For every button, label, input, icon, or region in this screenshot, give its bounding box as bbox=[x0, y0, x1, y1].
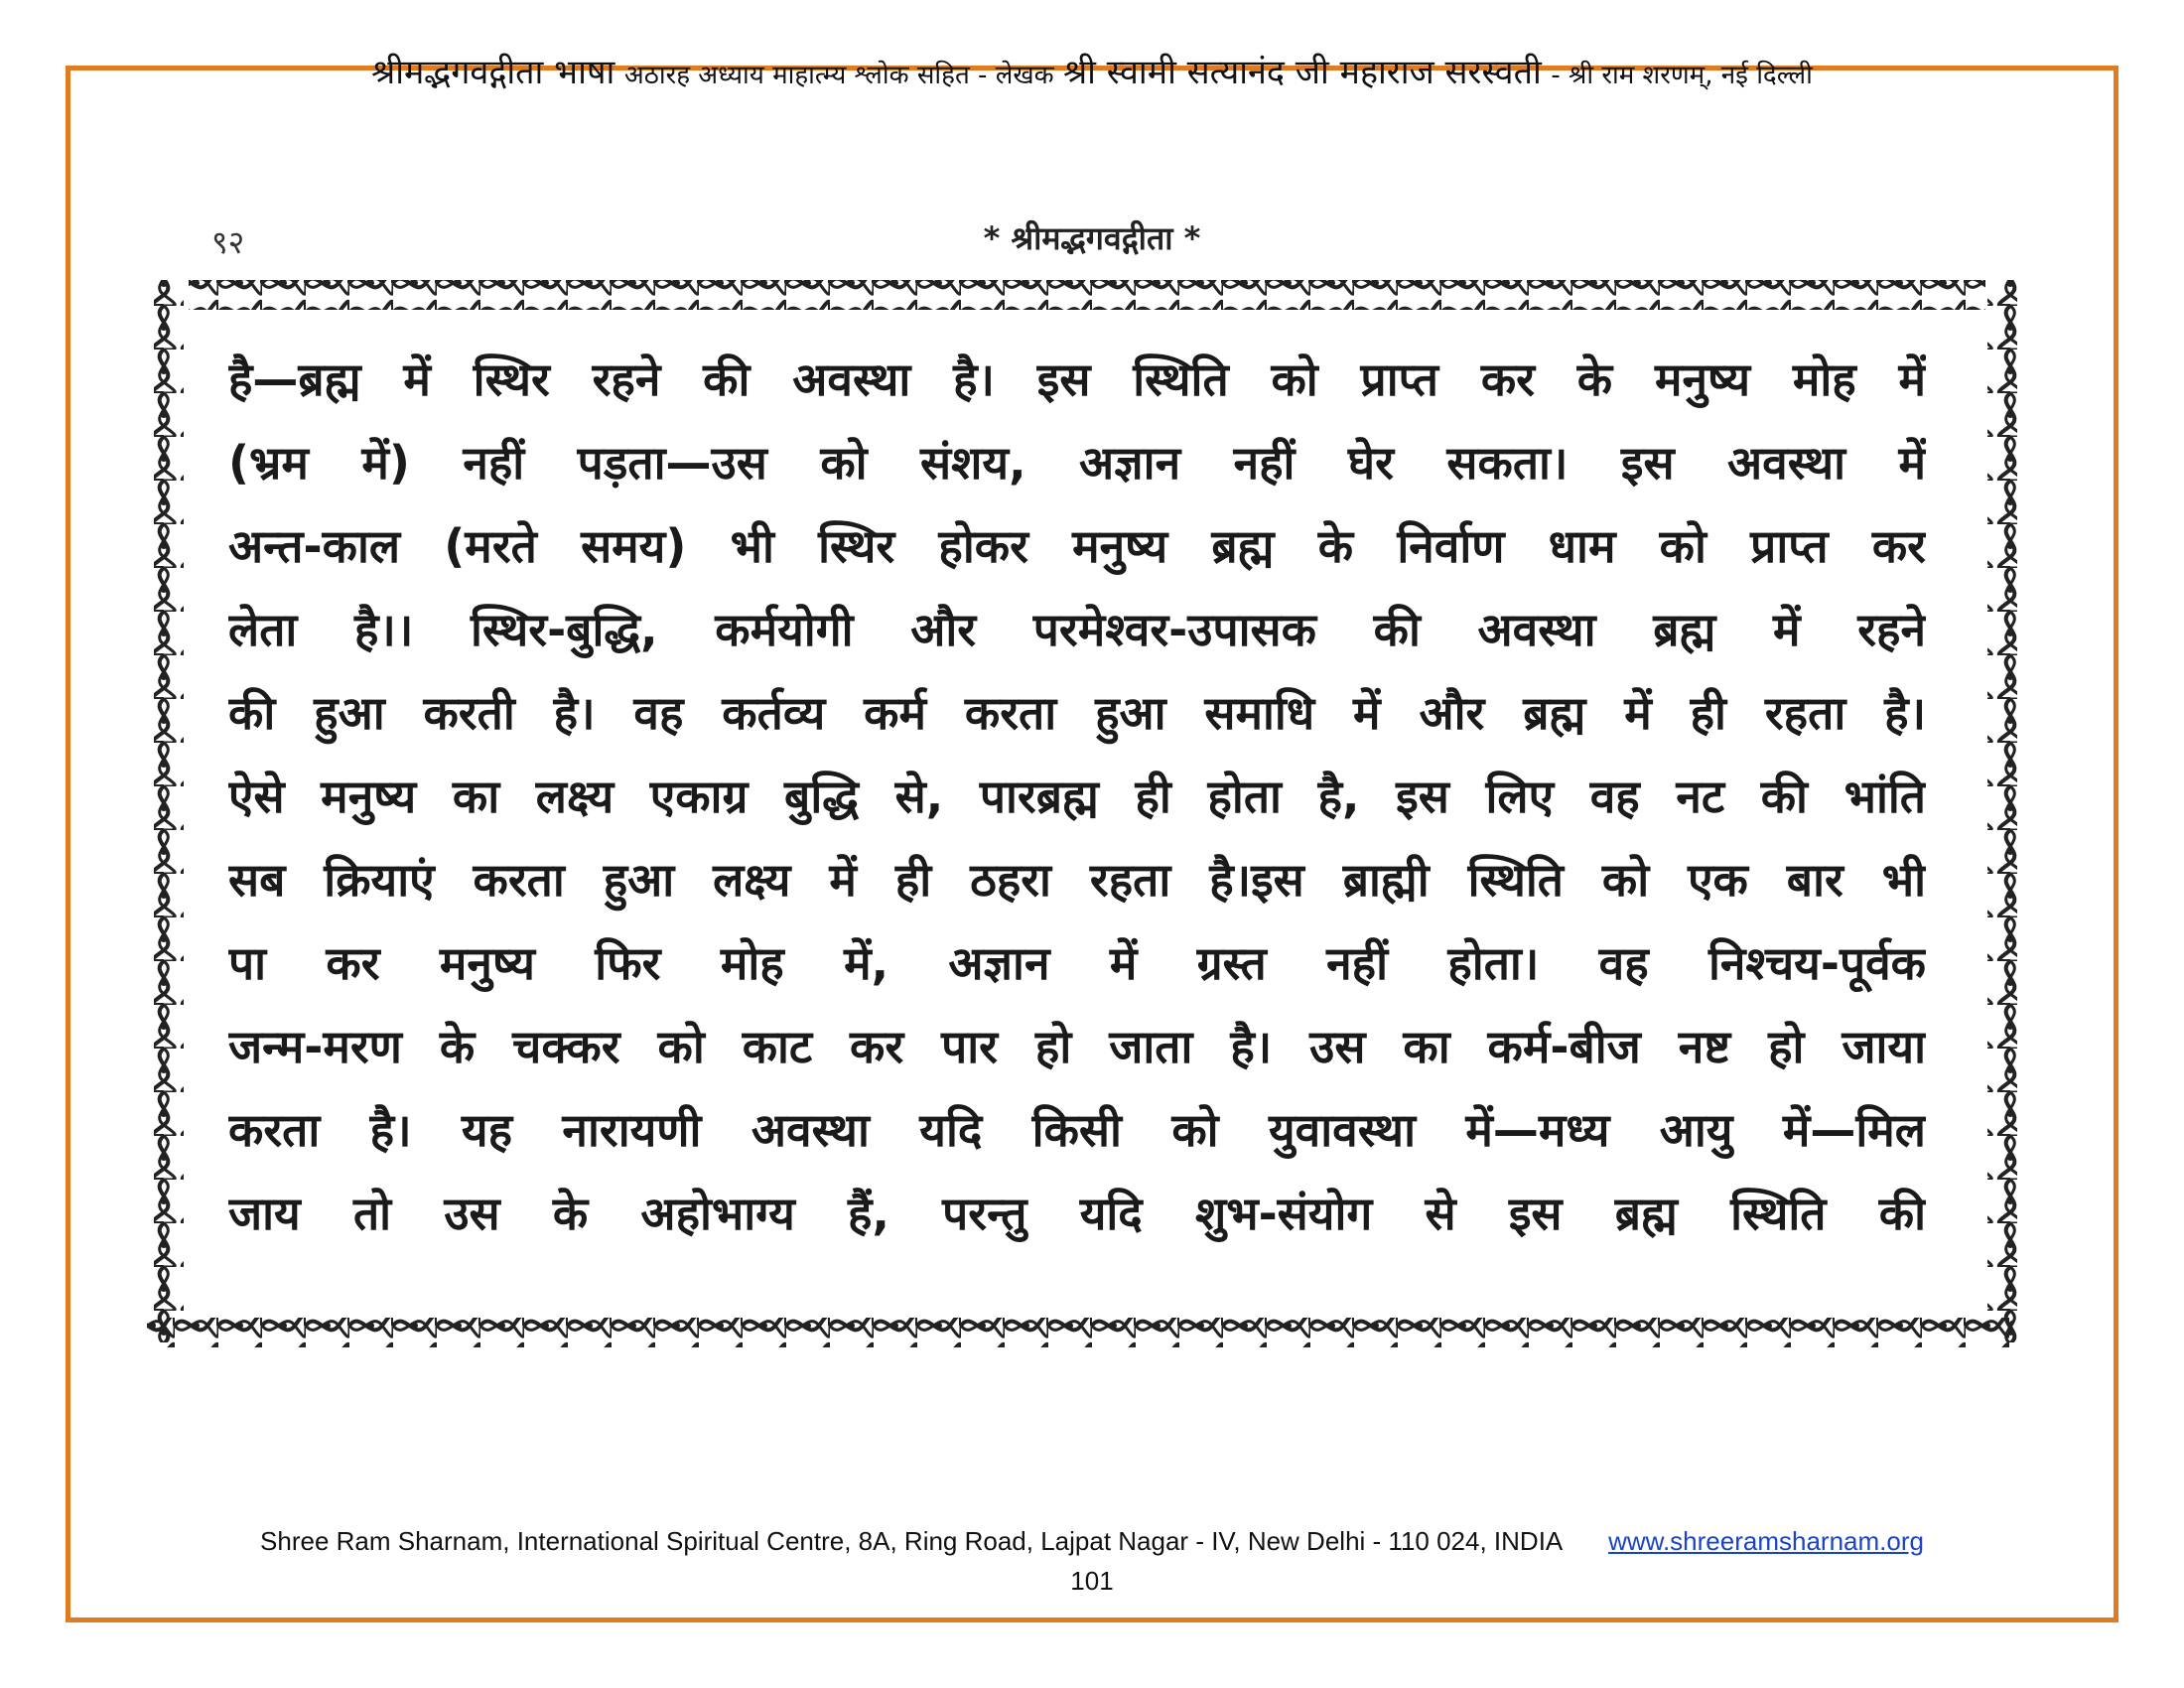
text-line: सब क्रियाएं करता हुआ लक्ष्य में ही ठहरा रहता है।इस ब्राह्मी स्थिति को एक बार भी bbox=[228, 853, 1926, 907]
website-link[interactable]: www.shreeramsharnam.org bbox=[1608, 1526, 1924, 1556]
footer-address: Shree Ram Sharnam, International Spiritual Centre, 8A, Ring Road, Lajpat Nagar - IV, New Delhi - 110 024, INDIA bbox=[260, 1526, 1562, 1556]
text-line: है—ब्रह्म में स्थिर रहने की अवस्था है। इस स्थिति को प्राप्त कर के मनुष्य मोह में bbox=[228, 352, 1926, 406]
text-line: करता है। यह नारायणी अवस्था यदि किसी को युवावस्था में—मध्य आयु में—मिल bbox=[228, 1103, 1926, 1157]
text-line: जाय तो उस के अहोभाग्य हैं, परन्तु यदि शुभ-संयोग से इस ब्रह्म स्थिति की bbox=[228, 1187, 1926, 1240]
border-bottom bbox=[147, 1318, 2013, 1347]
text-line: (भ्रम में) नहीं पड़ता—उस को संशय, अज्ञान नहीं घेर सकता। इस अवस्था में bbox=[228, 436, 1926, 490]
scan-page-number: ९२ bbox=[211, 223, 245, 261]
text-line: लेता है।। स्थिर-बुद्धि, कर्मयोगी और परमेश्वर-उपासक की अवस्था ब्रह्म में रहने bbox=[228, 603, 1926, 656]
text-line: ऐसे मनुष्य का लक्ष्य एकाग्र बुद्धि से, पारब्रह्म ही होता है, इस लिए वह नट की भांति bbox=[228, 770, 1926, 823]
text-line: अन्त-काल (मरते समय) भी स्थिर होकर मनुष्य ब्रह्म के निर्वाण धाम को प्राप्त कर bbox=[228, 519, 1926, 573]
header-subtitle: अठारह अध्याय माहात्म्य श्लोक सहित - लेखक bbox=[623, 61, 1054, 90]
text-line: की हुआ करती है। वह कर्तव्य कर्म करता हुआ समाधि में और ब्रह्म में ही रहता है। bbox=[228, 686, 1926, 740]
footer bbox=[0, 1526, 2184, 1557]
border-right bbox=[1987, 280, 2017, 1342]
scan-body-text bbox=[228, 338, 1926, 1255]
border-top bbox=[189, 280, 1985, 310]
header-author: श्री स्वामी सत्यानंद जी महाराज सरस्वती bbox=[1063, 53, 1542, 92]
text-line: पा कर मनुष्य फिर मोह में, अज्ञान में ग्रस्त नहीं होता। वह निश्चय-पूर्वक bbox=[228, 936, 1926, 990]
border-left bbox=[154, 280, 184, 1342]
text-line: जन्म-मरण के चक्कर को काट कर पार हो जाता है। उस का कर्म-बीज नष्ट हो जाया bbox=[228, 1020, 1926, 1073]
header-title: श्रीमद्भगवद्गीता भाषा bbox=[371, 53, 615, 92]
footer-page-number: 101 bbox=[1070, 1566, 1114, 1596]
header-publisher: - श्री राम शरणम्, नई दिल्ली bbox=[1551, 61, 1813, 90]
scan-running-title: * श्रीमद्भगवद्गीता * bbox=[983, 219, 1201, 257]
